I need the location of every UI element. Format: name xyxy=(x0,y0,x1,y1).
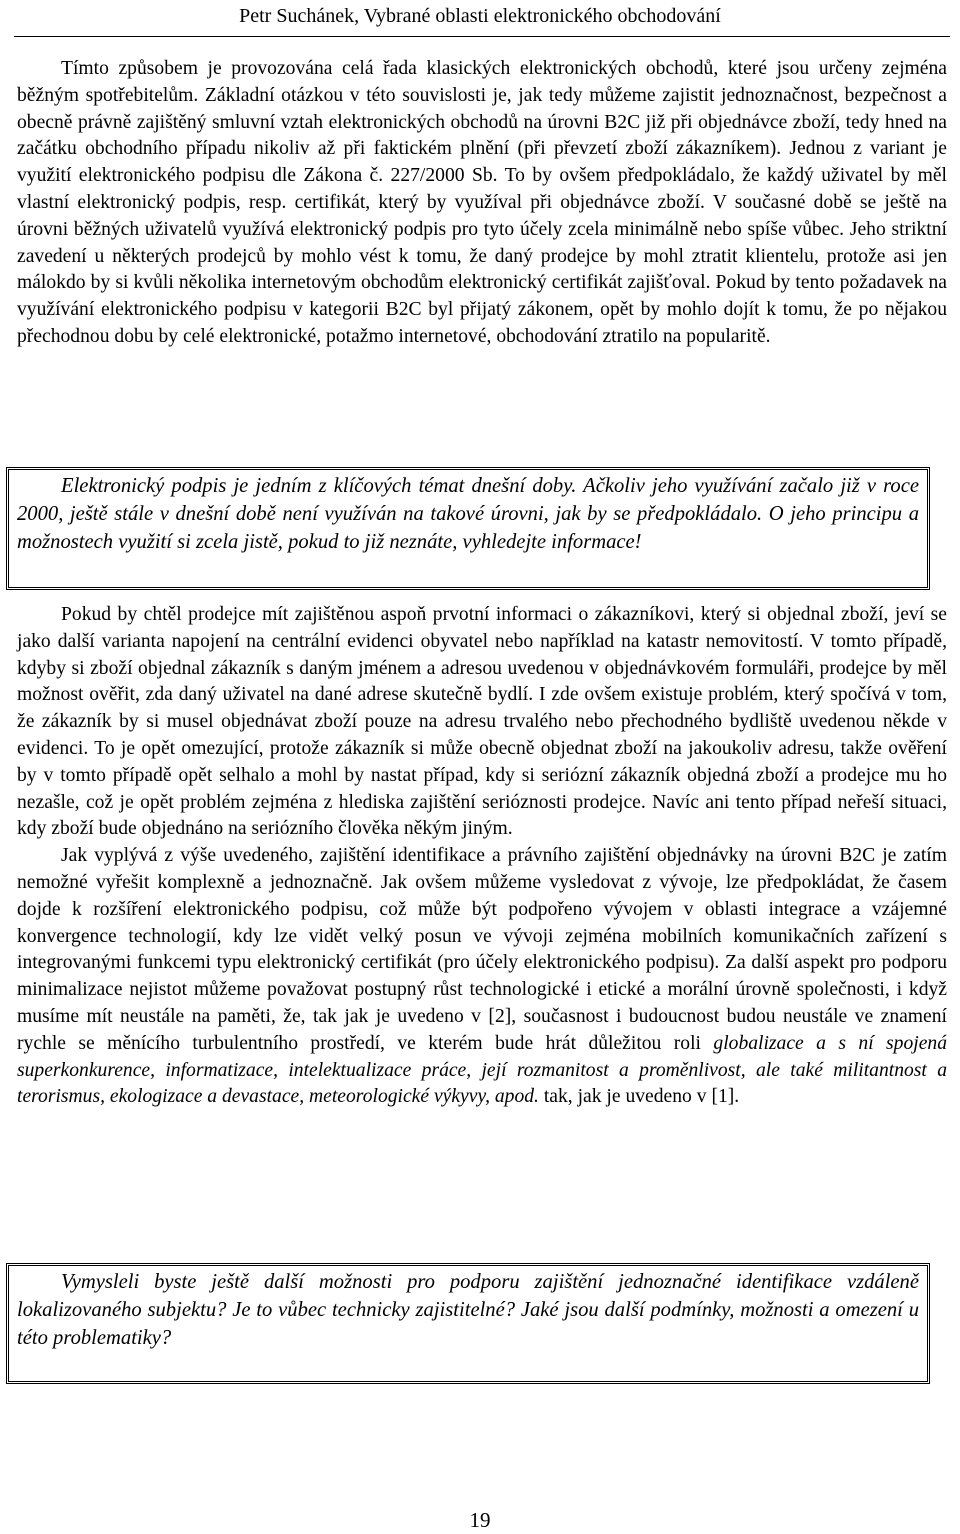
highlight-box-2 xyxy=(6,1263,930,1384)
paragraph-2: Pokud by chtěl prodejce mít zajištěnou aspoň prvotní informaci o zákazníkovi, který si objednal zboží, jeví se jako další varianta napojení na centrální evidenci obyvatel nebo například na katastr nemovitostí. V tomto případě, kdyby si zboží objednal zákazník s daným jménem a adresou uvedenou v objednávkovém formuláři, prodejce by měl možnost ověřit, zda daný uživatel na dané adrese skutečně bydlí. I zde ovšem existuje problém, který spočívá v tom, že zákazník by si musel objednávat zboží pouze na adresu trvalého nebo přechodného bydliště uvedenou někde v evidenci. To je opět omezující, protože zákazník si může obecně objednat zboží na jakoukoliv adresu, takže ověření by v tomto případě opět selhalo a mohl by nastat případ, kdy si seriózní zákazník objedná zboží a prodejce mu ho nezašle, což je opět problém zejména z hlediska zajištění serióznosti prodejce. Navíc ani tento případ neřeší situaci, kdy zboží bude objednáno na seriózního člověka někým jiným. xyxy=(17,604,947,840)
body-section-bottom xyxy=(17,602,947,1111)
body-section-top xyxy=(17,56,947,351)
paragraph-3-start: Jak vyplývá z výše uvedeného, zajištění identifikace a právního zajištění objednávky na úrovni B2C je zatím nemožné vyřešit komplexně a jednoznačně. Jak ovšem můžeme vysledovat z vývoje, lze předpokládat, že časem dojde k rozšíření elektronického podpisu, což může být podpořeno vývojem v oblasti integrace a vzájemné konvergence technologií, kdy lze vidět velký posun ve vývoji zejména mobilních komunikačních zařízení s integrovanými funkcemi typu elektronický certifikát (pro účely elektronického podpisu). Za další aspekt pro podporu minimalizace nejistot můžeme považovat postupný růst technologické i etické a morální úrovně společnosti, i když musíme mít neustále na paměti, že, tak jak je uvedeno v [2], současnost i budoucnost budou neustále ve znamení rychle se měnícího turbulentního prostředí, ve kterém bude hrát důležitou roli xyxy=(17,845,947,1054)
header-divider xyxy=(14,36,950,37)
paragraph-3 xyxy=(17,843,947,1111)
running-header: Petr Suchánek, Vybrané oblasti elektronického obchodování xyxy=(239,5,721,27)
paragraph-1: Tímto způsobem je provozována celá řada klasických elektronických obchodů, které jsou určeny zejména běžným spotřebitelům. Základní otázkou v této souvislosti je, jak tedy můžeme zajistit jednoznačnost, bezpečnost a obecně právně zajištěný smluvní vztah elektronických obchodů na úrovni B2C již při objednávce zboží, tedy hned na začátku obchodního případu nikoliv až při faktickém plnění (při převzetí zboží zákazníkem). Jednou z variant je využití elektronického podpisu dle Zákona č. 227/2000 Sb. To by ovšem předpokládalo, že každý uživatel by měl vlastní elektronický podpis, resp. certifikát, který by využíval při objednávce zboží. V současné době se ještě na úrovni běžných uživatelů využívá elektronický podpis pro tyto účely zcela minimálně nebo spíše vůbec. Jeho striktní zavedení u některých prodejců by mohlo vést k tomu, že daný prodejce by mohl ztratit klientelu, protože asi jen málokdo by si kvůli několika internetovým obchodům elektronický certifikát zajišťoval. Pokud by tento požadavek na využívání elektronického podpisu v kategorii B2C byl přijatý zákonem, opět by mohlo dojít k tomu, že po nějakou přechodnou dobu by celé elektronické, potažmo internetové, obchodování ztratilo na popularitě. xyxy=(17,58,947,347)
highlight-box-1-text: Elektronický podpis je jedním z klíčových témat dnešní doby. Ačkoliv jeho využívání začalo již v roce 2000, ještě stále v dnešní době není využíván na takové úrovni, jak by se předpokládalo. O jeho principu a možnostech využití si zcela jistě, pokud to již neznáte, vyhledejte informace! xyxy=(17,475,919,554)
page-number: 19 xyxy=(469,1508,491,1532)
highlight-box-2-text: Vymysleli byste ještě další možnosti pro podporu zajištění jednoznačné identifikace vzdáleně lokalizovaného subjektu? Je to vůbec technicky zajistitelné? Jaké jsou další podmínky, možnosti a omezení u této problematiky? xyxy=(17,1271,919,1350)
paragraph-3-italic: globalizace a s ní spojená superkonkurence, informatizace, intelektualizace práce, její rozmanitost a proměnlivost, ale také militantnost a terorismus, ekologizace a devastace, meteorologické výkyvy, apod. xyxy=(17,1032,947,1108)
paragraph-3-end: tak, jak je uvedeno v [1]. xyxy=(543,1086,740,1108)
highlight-box-1 xyxy=(6,467,930,590)
